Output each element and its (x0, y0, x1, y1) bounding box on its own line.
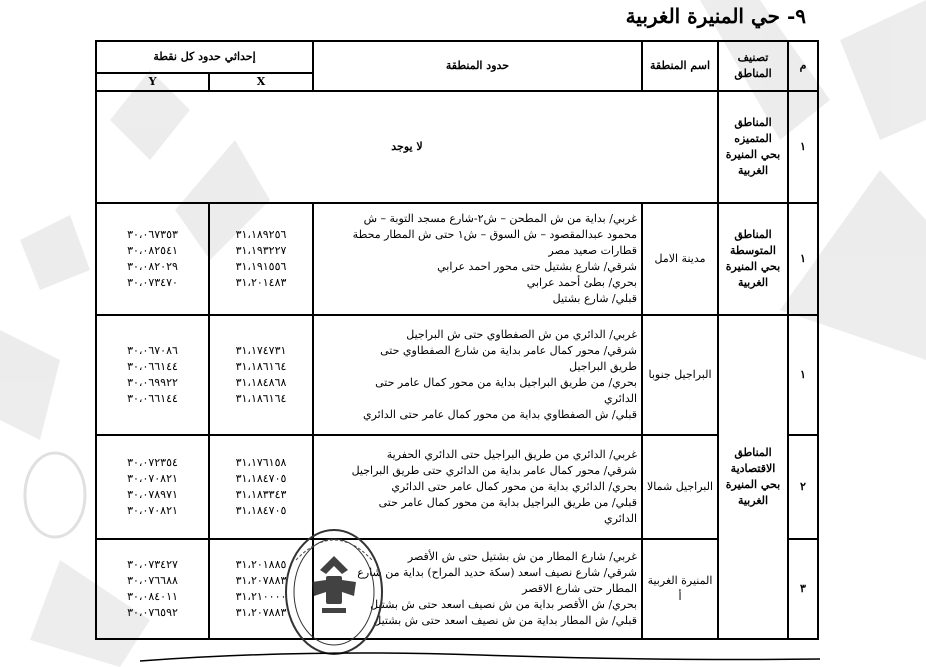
row-number: ١ (788, 91, 818, 203)
row-number: ٣ (788, 539, 818, 639)
boundaries-cell: غربي/ الدائري من ش الصفطاوي حتى ش البراجيل شرقي/ محور كمال عامر بداية من شارع الصفطاوي حتى طريق البراجيل بحري/ من طريق البراجيل بداية من محور كمال عامر حتى الدائري قبلي/ ش الصفطاوي بداية من محور كمال عامر حتى الدائري (313, 315, 642, 435)
row-number: ١ (788, 203, 818, 315)
header-row (96, 41, 818, 73)
area-name-cell: البراجيل جنوبا (642, 315, 718, 435)
table-row (96, 539, 818, 639)
page-bottom-line (0, 647, 926, 667)
y-coordinates-cell: ٣٠،٠٧٢٣٥٤ ٣٠،٠٧٠٨٢١ ٣٠،٠٧٨٩٧١ ٣٠،٠٧٠٨٢١ (96, 435, 209, 539)
x-coordinates-cell: ٣١،٢٠١٨٨٥ ٣١،٢٠٧٨٨٣ ٣١،٢١٠٠٠٠ ٣١،٢٠٧٨٨٣ (209, 539, 313, 639)
y-coordinates-cell: ٣٠،٠٦٧٣٥٣ ٣٠،٠٨٢٥٤١ ٣٠،٠٨٢٠٢٩ ٣٠،٠٧٣٤٧٠ (96, 203, 209, 315)
header-y: Y (96, 73, 209, 91)
area-name-cell: المنيرة الغربية أ (642, 539, 718, 639)
boundaries-cell: غربي/ بداية من ش المطحن – ش٢-شارع مسجد التوبة – ش محمود عبدالمقصود – ش السوق – ش١ حتى ش المطار محطة قطارات صعيد مصر شرقي/ شارع بشتيل حتى محور احمد عرابي بحري/ بطئ أحمد عرابي قبلي/ شارع بشتيل (313, 203, 642, 315)
none-cell: لا يوجد (96, 91, 718, 203)
row-number: ١ (788, 315, 818, 435)
classification-cell: المناطق المتميزه بحي المنيرة الغربية (718, 91, 788, 203)
x-coordinates-cell: ٣١،١٧٤٧٣١ ٣١،١٨٦١٦٤ ٣١،١٨٤٨٦٨ ٣١،١٨٦١٦٤ (209, 315, 313, 435)
table-row (96, 315, 818, 435)
area-name-cell: مدينة الامل (642, 203, 718, 315)
boundaries-cell: غربي/ شارع المطار من ش بشتيل حتى ش الأقصر شرقي/ شارع نصيف اسعد (سكة حديد المراح) بداية من شارع المطار حتى شارع الاقصر بحري/ ش الأقصر بداية من ش نصيف اسعد حتى ش بشتيل قبلي/ ش المطار بداية من ش نصيف اسعد حتى ش بشتيل (313, 539, 642, 639)
table-row (96, 203, 818, 315)
header-classification: تصنيف المناطق (718, 41, 788, 91)
x-coordinates-cell: ٣١،١٨٩٢٥٦ ٣١،١٩٣٢٢٧ ٣١،١٩١٥٥٦ ٣١،٢٠١٤٨٣ (209, 203, 313, 315)
header-boundaries: حدود المنطقة (313, 41, 642, 91)
area-name-cell: البراجيل شمالا (642, 435, 718, 539)
classification-cell: المناطق المتوسطة بحي المنيرة الغربية (718, 203, 788, 315)
header-area-name: اسم المنطقة (642, 41, 718, 91)
classification-cell: المناطق الاقتصادية بحي المنيرة الغربية (718, 315, 788, 639)
header-x: X (209, 73, 313, 91)
y-coordinates-cell: ٣٠،٠٧٣٤٢٧ ٣٠،٠٧٦٦٨٨ ٣٠،٠٨٤٠١١ ٣٠،٠٧٦٥٩٢ (96, 539, 209, 639)
y-coordinates-cell: ٣٠،٠٦٧٠٨٦ ٣٠،٠٦٦١٤٤ ٣٠،٠٦٩٩٢٢ ٣٠،٠٦٦١٤٤ (96, 315, 209, 435)
page-title: ٩- حي المنيرة الغربية (625, 4, 806, 28)
header-coordinates: إحداثي حدود كل نقطة (96, 41, 313, 73)
zones-table (95, 40, 819, 640)
boundaries-cell: غربي/ الدائري من طريق البراجيل حتى الدائري الحفرية شرقي/ محور كمال عامر بداية من الدائري حتى طريق البراجيل بحري/ الدائري بداية من محور كمال عامر حتى الدائري قبلي/ من طريق البراجيل بداية من محور كمال عامر حتى الدائري (313, 435, 642, 539)
x-coordinates-cell: ٣١،١٧٦١٥٨ ٣١،١٨٤٧٠٥ ٣١،١٨٣٣٤٣ ٣١،١٨٤٧٠٥ (209, 435, 313, 539)
table-row (96, 435, 818, 539)
table-row (96, 91, 818, 203)
header-number: م (788, 41, 818, 91)
row-number: ٢ (788, 435, 818, 539)
